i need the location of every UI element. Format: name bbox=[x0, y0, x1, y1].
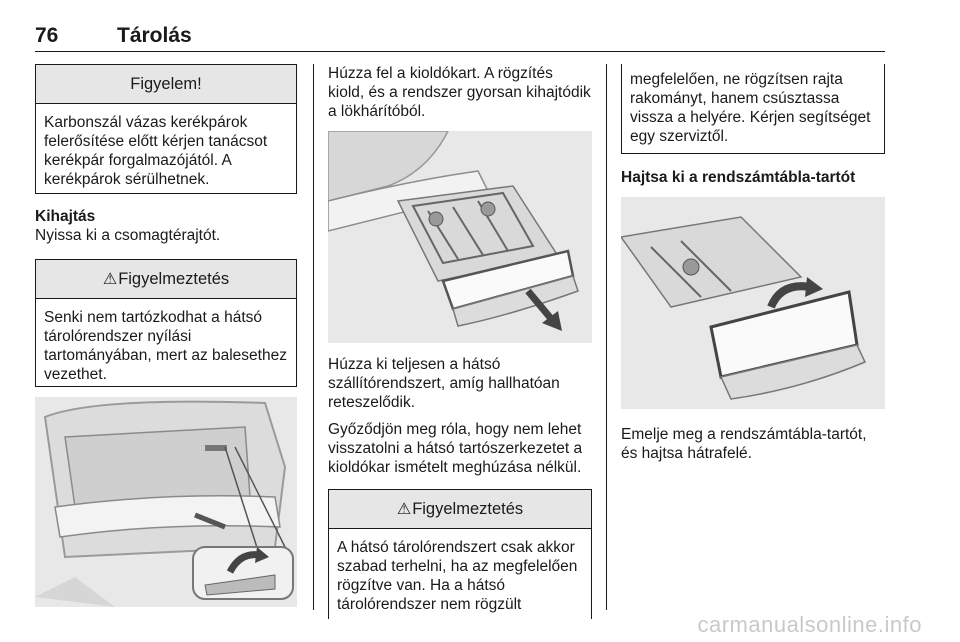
page-number: 76 bbox=[35, 24, 59, 47]
instruction-text: Győződjön meg róla, hogy nem lehet visszatolni a hátsó tartószerkezetet a kioldókar ismételt meghúzása nélkül. bbox=[328, 421, 583, 476]
section-heading: Kihajtás bbox=[35, 208, 96, 225]
warning-header bbox=[36, 260, 296, 299]
chapter-title: Tárolás bbox=[117, 24, 192, 47]
warning-body: A hátsó tárolórendszert csak akkor szabad terhelni, ha az megfelelően rögzítve van. Ha a hátsó tárolórendszer nem rögzült bbox=[337, 539, 578, 613]
column-divider bbox=[313, 64, 314, 610]
column-3 bbox=[621, 64, 885, 463]
warning-body: Senki nem tartózkodhat a hátsó tárolórendszer nyílási tartományában, mert az balesethez vezethet. bbox=[44, 309, 287, 383]
warning-body: megfelelően, ne rögzítsen rajta rakományt, hanem csúsztassa vissza a helyére. Kérjen segítséget egy szerviztől. bbox=[630, 71, 871, 145]
column-2 bbox=[328, 64, 592, 619]
column-1 bbox=[35, 64, 297, 607]
warning-box bbox=[35, 259, 297, 387]
instruction-text: Nyissa ki a csomagtérajtót. bbox=[35, 227, 221, 244]
license-plate-holder-fold-illustration bbox=[621, 197, 885, 409]
section-heading: Hajtsa ki a rendszámtábla-tartót bbox=[621, 169, 856, 186]
instruction-text: Emelje meg a rendszámtábla-tartót, és hajtsa hátrafelé. bbox=[621, 426, 867, 462]
warning-header bbox=[329, 490, 591, 529]
warning-box-continued bbox=[621, 64, 885, 154]
column-divider bbox=[606, 64, 607, 610]
page-header bbox=[35, 24, 885, 50]
warning-box bbox=[328, 489, 592, 619]
car-rear-release-lever-illustration bbox=[35, 397, 297, 607]
warning-triangle-icon: ⚠ bbox=[102, 271, 118, 288]
header-rule bbox=[35, 51, 885, 52]
warning-triangle-icon: ⚠ bbox=[396, 501, 412, 518]
notice-box bbox=[35, 64, 297, 194]
warning-title: Figyelmeztetés bbox=[412, 499, 524, 518]
notice-title: Figyelem! bbox=[36, 65, 296, 104]
warning-title: Figyelmeztetés bbox=[118, 269, 230, 288]
rear-carrier-extending-illustration bbox=[328, 131, 592, 343]
notice-body: Karbonszál vázas kerékpárok felerősítése előtt kérjen tanácsot kerékpár forgalmazójától. A kerékpárok sérülhetnek. bbox=[44, 114, 268, 188]
instruction-text: Húzza fel a kioldókart. A rögzítés kiold, és a rendszer gyorsan kihajtódik a lökhárítóból. bbox=[328, 65, 591, 120]
instruction-text: Húzza ki teljesen a hátsó szállítórendszert, amíg hallhatóan reteszelődik. bbox=[328, 356, 560, 411]
watermark: carmanualsonline.info bbox=[697, 612, 922, 637]
